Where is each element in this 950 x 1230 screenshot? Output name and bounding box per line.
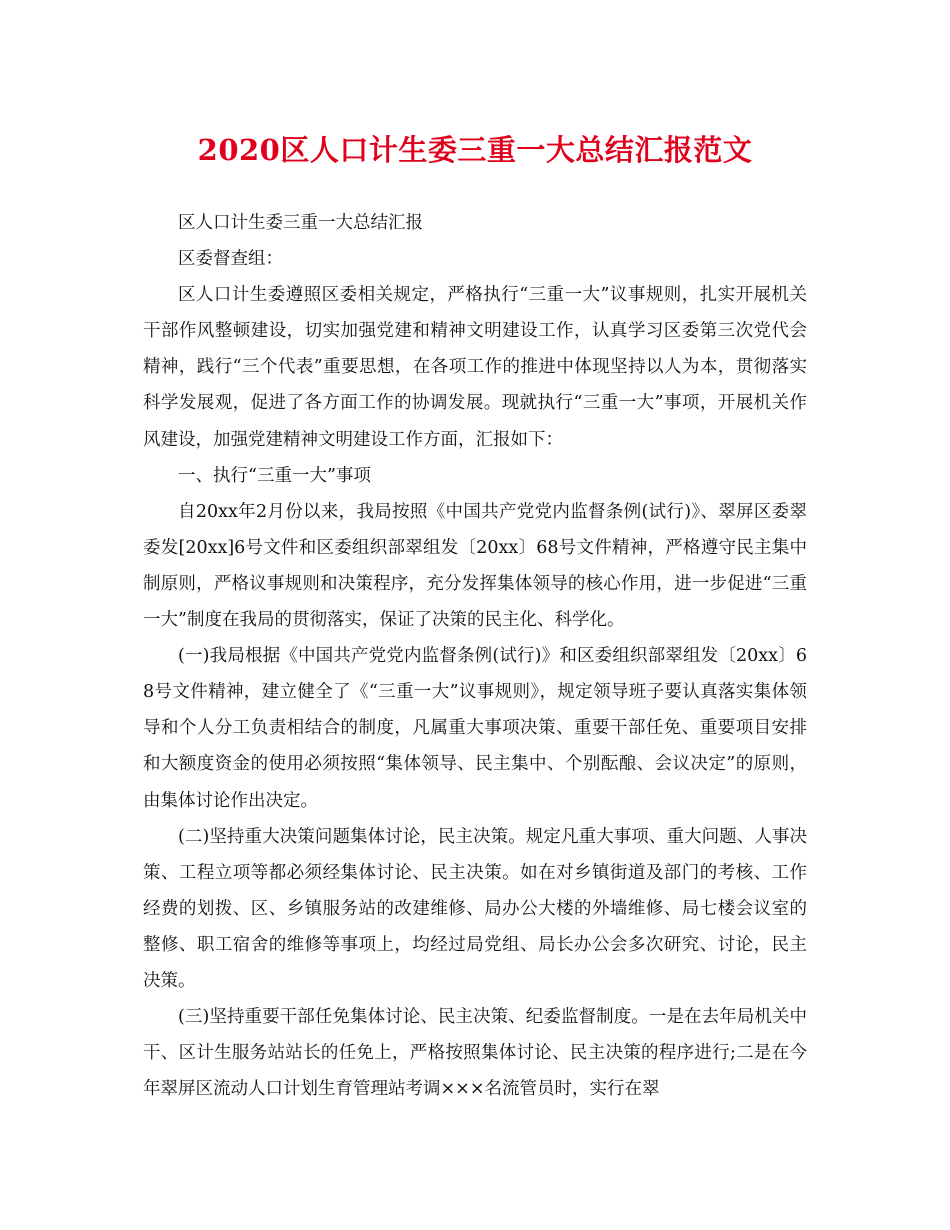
paragraph-item-2: (二)坚持重大决策问题集体讨论，民主决策。规定凡重大事项、重大问题、人事决策、工程立项等都必须经集体讨论、民主决策。如在对乡镇街道及部门的考核、工作经费的划拨、区、乡镇服务站的改建维修、局办公大楼的外墙维修、局七楼会议室的整修、职工宿舍的维修等事项上，均经过局党组、局长办公会多次研究、讨论，民主决策。: [143, 826, 807, 991]
paragraph-item-1: (一)我局根据《中国共产党党内监督条例(试行)》和区委组织部翠组发〔20xx〕68号文件精神，建立健全了《“三重一大”议事规则》，规定领导班子要认真落实集体领导和个人分工负责相结合的制度，凡属重大事项决策、重要干部任免、重要项目安排和大额度资金的使用必须按照“集体领导、民主集中、个别酝酿、会议决定”的原则，由集体讨论作出决定。: [143, 646, 807, 811]
paragraph-intro: 区人口计生委遵照区委相关规定，严格执行“三重一大”议事规则，扎实开展机关干部作风整顿建设，切实加强党建和精神文明建设工作，认真学习区委第三次党代会精神，践行“三个代表”重要思想，在各项工作的推进中体现坚持以人为本，贯彻落实科学发展观，促进了各方面工作的协调发展。现就执行“三重一大”事项，开展机关作风建设，加强党建精神文明建设工作方面，汇报如下：: [143, 285, 807, 450]
paragraph-section-1: 自20xx年2月份以来，我局按照《中国共产党党内监督条例(试行)》、翠屏区委翠委发[20xx]6号文件和区委组织部翠组发〔20xx〕68号文件精神，严格遵守民主集中制原则，严格议事规则和决策程序，充分发挥集体领导的核心作用，进一步促进“三重一大”制度在我局的贯彻落实，保证了决策的民主化、科学化。: [143, 501, 807, 631]
document-title: 2020区人口计生委三重一大总结汇报范文: [197, 133, 753, 167]
paragraph-salutation: 区委督查组：: [178, 249, 283, 270]
section-heading-1: 一、执行“三重一大”事项: [178, 465, 371, 486]
paragraph-item-3: (三)坚持重要干部任免集体讨论、民主决策、纪委监督制度。一是在去年局机关中干、区计生服务站站长的任免上，严格按照集体讨论、民主决策的程序进行;二是在今年翠屏区流动人口计划生育管理站考调×××名流管员时，实行在翠: [143, 1007, 807, 1100]
paragraph-heading: 区人口计生委三重一大总结汇报: [178, 213, 423, 233]
document-body: [143, 205, 807, 1107]
